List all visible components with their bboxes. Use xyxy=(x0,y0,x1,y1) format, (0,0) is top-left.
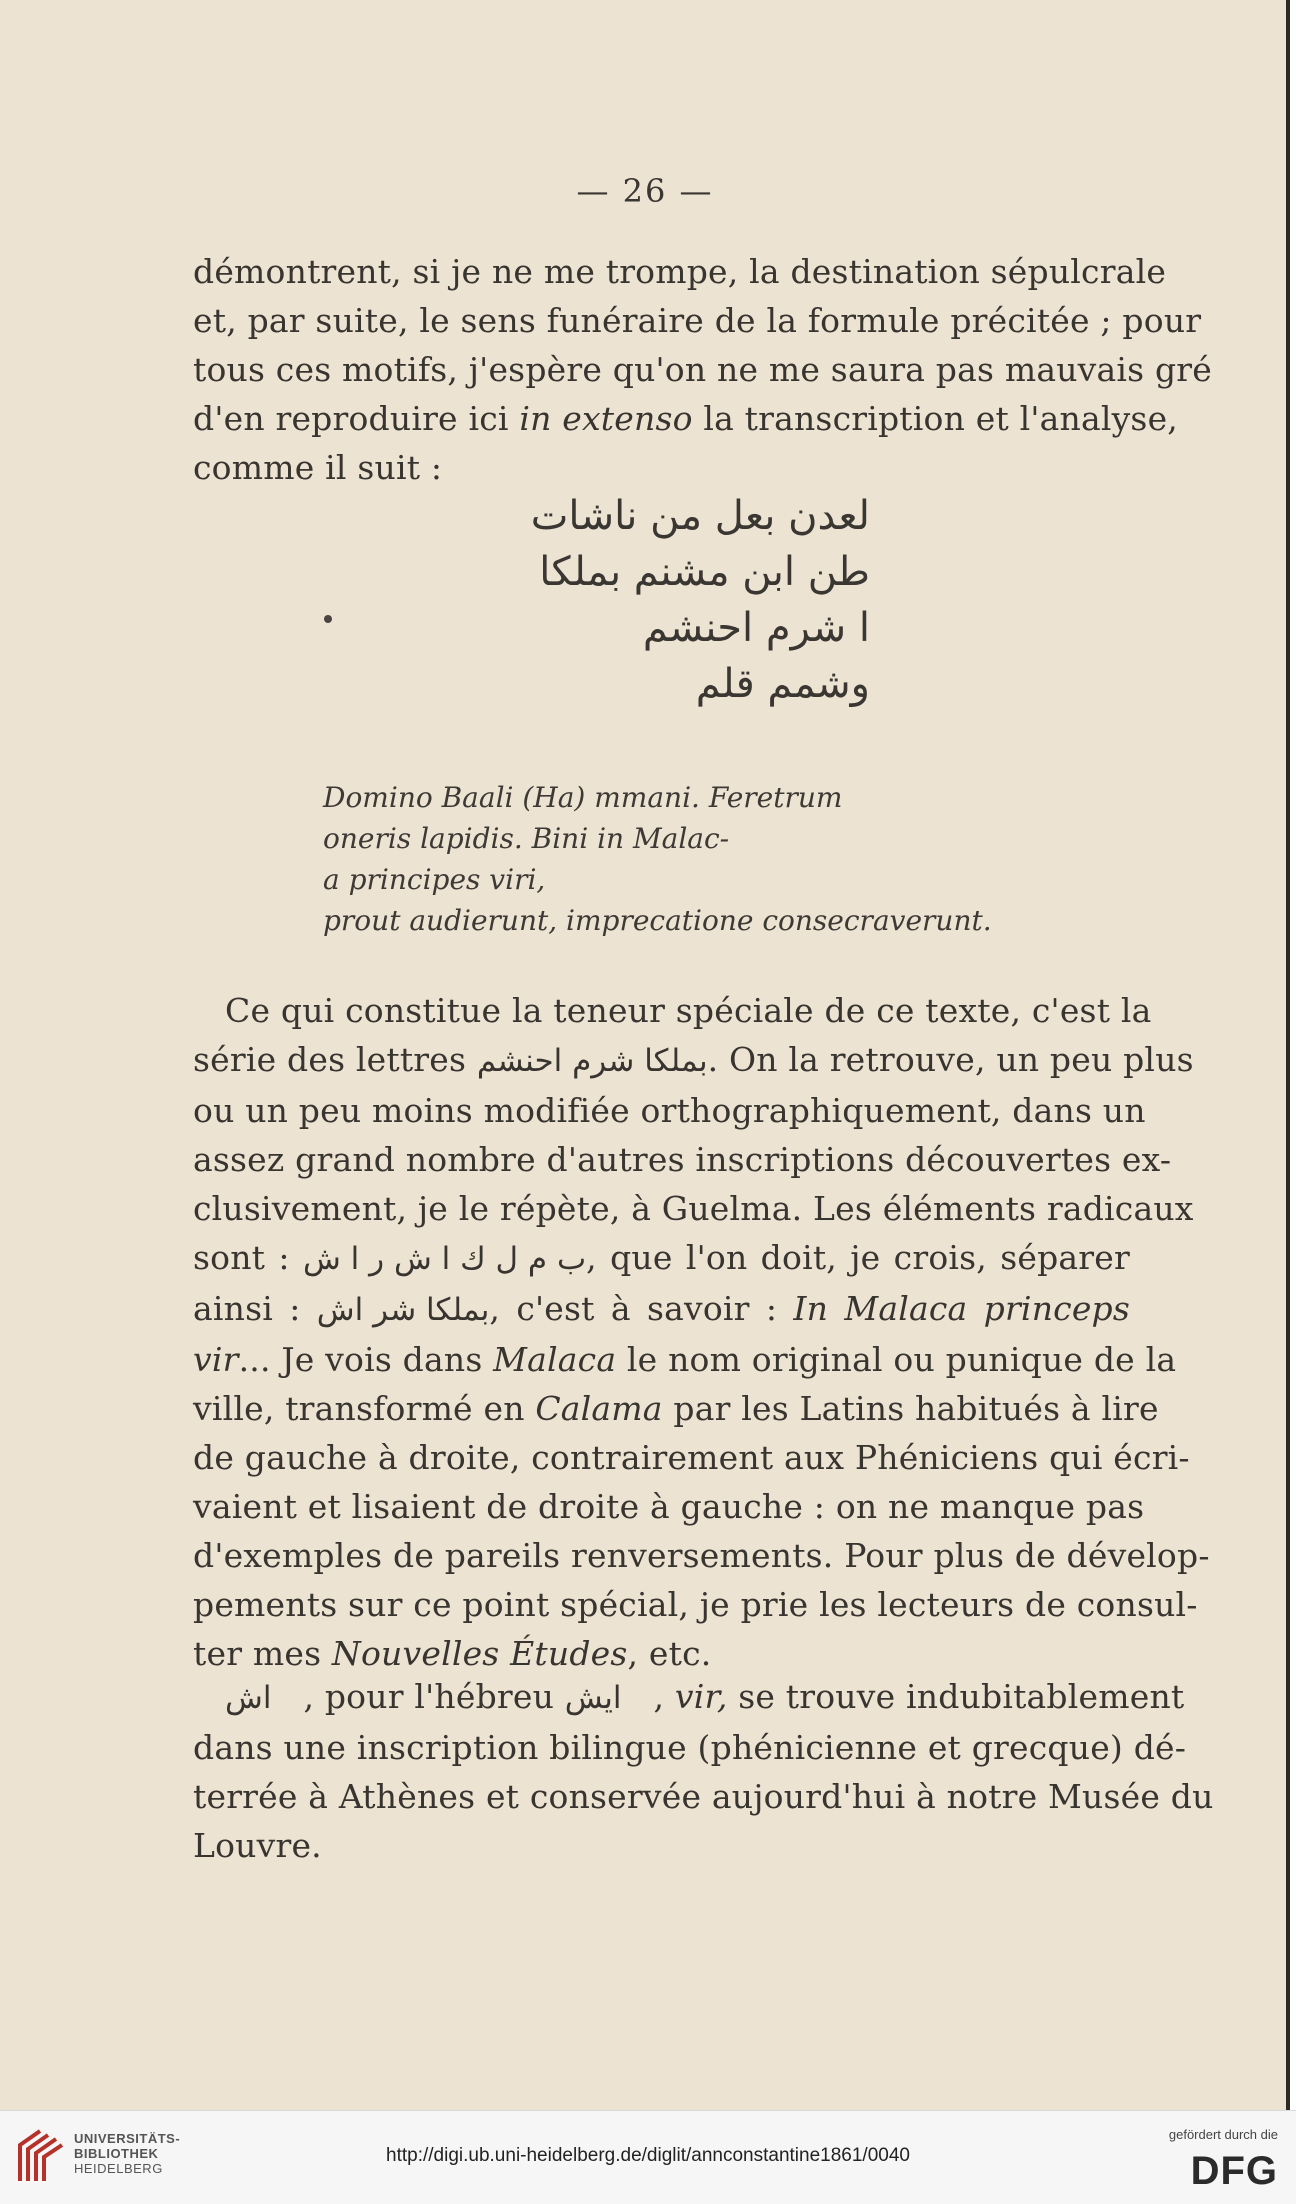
permalink-url[interactable]: http://digi.ub.uni-heidelberg.de/diglit/annconstantine1861/0040 xyxy=(386,2145,910,2166)
arabic-inline: بملكا شرم احنشم xyxy=(476,1043,708,1079)
institution-name: UNIVERSITÄTS- BIBLIOTHEK HEIDELBERG xyxy=(74,2131,181,2176)
paragraph-1 xyxy=(193,247,1212,492)
text-line: vir... Je vois dans Malaca le nom original ou punique de la xyxy=(193,1340,1177,1379)
arabic-inline: ب م ل ك ا ش ر ا ش xyxy=(302,1241,587,1277)
arabic-line: ا شرم احنشم xyxy=(642,605,870,651)
latin-line: oneris lapidis. Bini in Malac- xyxy=(323,822,730,855)
text-line: dans une inscription bilingue (phénicienne et grecque) dé- xyxy=(193,1728,1187,1767)
text-line: اش , pour l'hébreu ايش , vir, se trouve indubitablement xyxy=(193,1672,1130,1723)
text-line: tous ces motifs, j'espère qu'on ne me saura pas mauvais gré xyxy=(193,350,1212,389)
viewer-footer xyxy=(0,2110,1296,2204)
text-line: terrée à Athènes et conservée aujourd'hui à notre Musée du xyxy=(193,1777,1214,1816)
text-line: clusivement, je le répète, à Guelma. Les éléments radicaux xyxy=(193,1189,1194,1228)
dfg-logo: DFG xyxy=(1190,2149,1278,2193)
text-line: comme il suit : xyxy=(193,448,443,487)
arabic-line: لعدن بعل من ناشات xyxy=(530,493,870,539)
latin-translation xyxy=(323,777,1023,941)
text-line: de gauche à droite, contrairement aux Phéniciens qui écri- xyxy=(193,1438,1190,1477)
page-number: — 26 — xyxy=(576,172,714,210)
text-line: Louvre. xyxy=(193,1826,322,1865)
paragraph-3 xyxy=(193,1672,1214,1870)
latin-line: a principes viri, xyxy=(323,863,546,896)
arabic-inscription xyxy=(430,488,870,712)
arabic-inline: ايش xyxy=(564,1680,622,1716)
text-line: sont : ب م ل ك ا ش ر ا ش, que l'on doit, je crois, séparer xyxy=(193,1233,1130,1284)
paragraph-2 xyxy=(193,986,1210,1678)
text-line: pements sur ce point spécial, je prie les lecteurs de consul- xyxy=(193,1585,1198,1624)
text-line: ou un peu moins modifiée orthographiquement, dans un xyxy=(193,1091,1146,1130)
arabic-inline: اش xyxy=(225,1680,272,1716)
text-line: Ce qui constitue la teneur spéciale de ce texte, c'est la xyxy=(225,991,1152,1030)
funded-by-label: gefördert durch die xyxy=(1168,2127,1278,2142)
text-line: d'exemples de pareils renversements. Pour plus de dévelop- xyxy=(193,1536,1210,1575)
text-line: ville, transformé en Calama par les Latins habitués à lire xyxy=(193,1389,1159,1428)
text-line: ainsi : بملكا شر اش, c'est à savoir : In Malaca princeps xyxy=(193,1284,1130,1335)
text-line: d'en reproduire ici in extenso la transcription et l'analyse, xyxy=(193,399,1178,438)
arabic-line: وشمم قلم xyxy=(695,661,870,707)
text-line: série des lettres بملكا شرم احنشم. On la retrouve, un peu plus xyxy=(193,1035,1130,1086)
text-line: démontrent, si je ne me trompe, la destination sépulcrale xyxy=(193,252,1167,291)
latin-line: Domino Baali (Ha) mmani. Feretrum xyxy=(323,781,843,814)
text-line: assez grand nombre d'autres inscriptions découvertes ex- xyxy=(193,1140,1172,1179)
arabic-inline: بملكا شر اش xyxy=(316,1292,490,1328)
text-line: vaient et lisaient de droite à gauche : on ne manque pas xyxy=(193,1487,1145,1526)
latin-line: prout audierunt, imprecatione consecraverunt. xyxy=(323,904,992,937)
arabic-line: طن ابن مشنم بملكا xyxy=(539,549,870,595)
ink-speck xyxy=(324,615,332,623)
text-line: ter mes Nouvelles Études, etc. xyxy=(193,1634,712,1673)
text-line: et, par suite, le sens funéraire de la formule précitée ; pour xyxy=(193,301,1202,340)
